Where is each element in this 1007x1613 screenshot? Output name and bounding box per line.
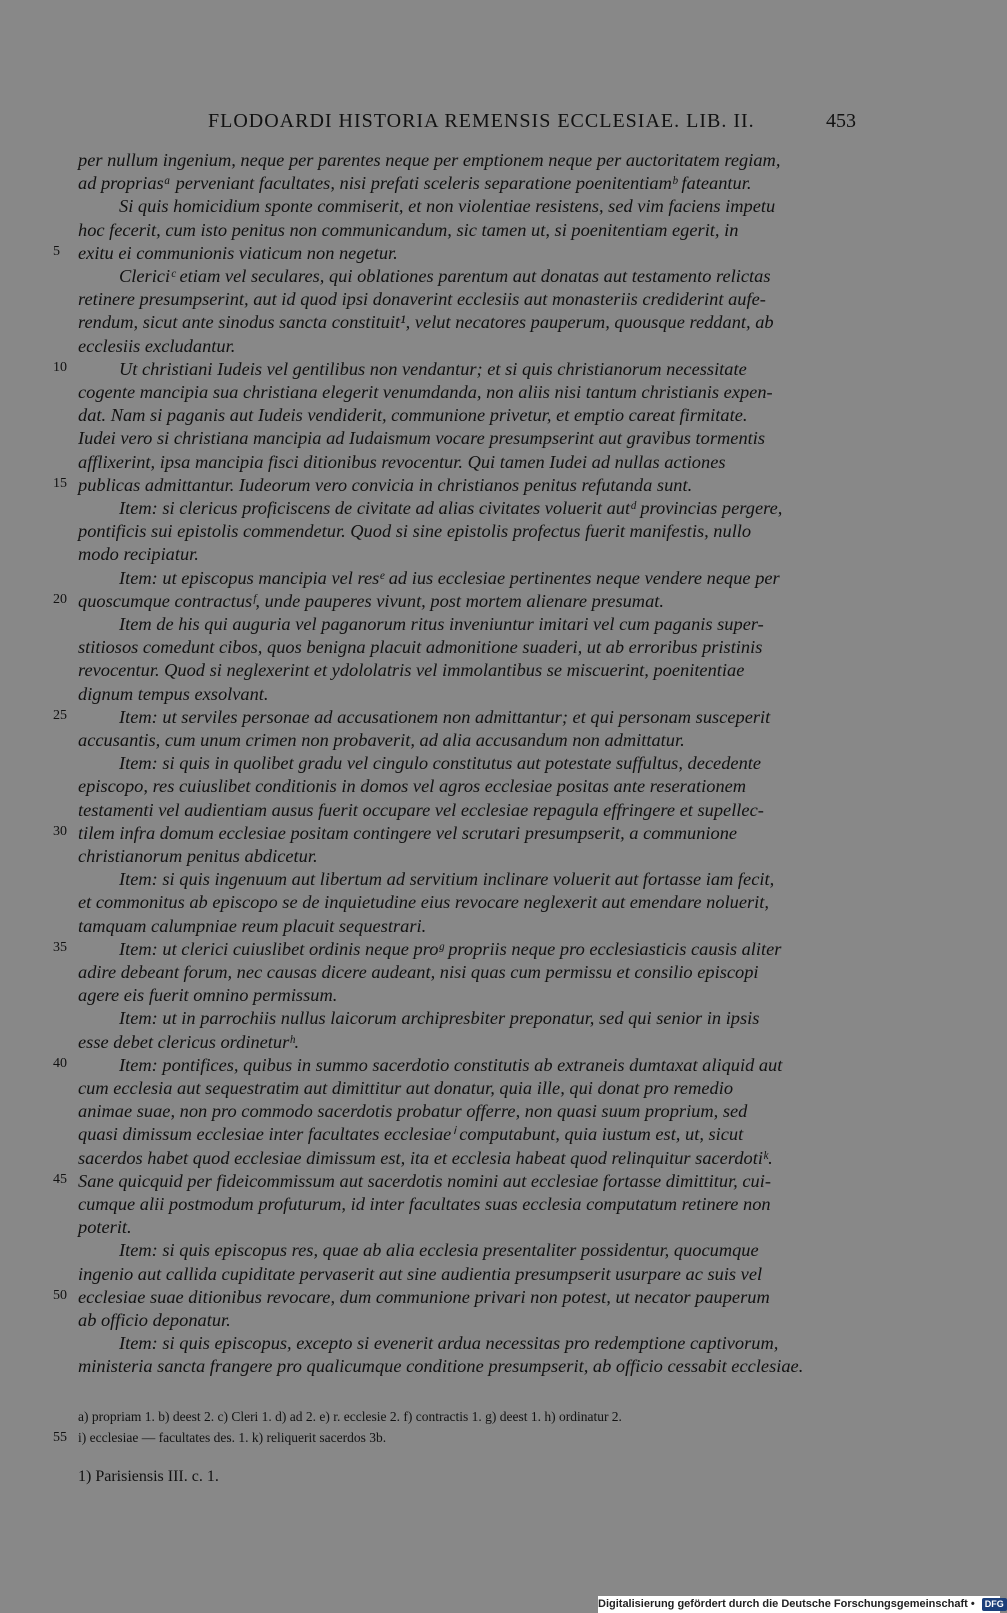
- text-line: cumque alii postmodum profuturum, id inter facultates suas ecclesia computatum retinere non: [78, 1194, 771, 1214]
- text-line: animae suae, non pro commodo sacerdotis probatur offerre, non quasi suum proprium, sed: [78, 1101, 748, 1122]
- text-line: Item: si quis episcopus res, quae ab alia ecclesia presentaliter possidentur, quocumque: [119, 1240, 759, 1261]
- text-line: Item: ut episcopus mancipia vel resᵉ ad ius ecclesiae pertinentes neque vendere neque per: [119, 567, 780, 588]
- running-header: [78, 108, 856, 138]
- line-number: 55: [53, 1430, 67, 1445]
- line-number: 35: [53, 939, 67, 955]
- text-line: Item: si quis episcopus, excepto si evenerit ardua necessitas pro redemptione captivorum,: [119, 1333, 779, 1354]
- text-line: et commonitus ab episcopo se de inquietudine eius revocare neglexerit aut emendare noluerit,: [78, 892, 770, 913]
- text-line: Si quis homicidium sponte commiserit, et non violentiae resistens, sed vim faciens impetu: [119, 196, 776, 217]
- line-number: 40: [53, 1055, 67, 1071]
- footnote: i) ecclesiae — facultates des. 1. k) reliquerit sacerdos 3b.: [78, 1430, 387, 1445]
- page-number: 453: [826, 110, 856, 132]
- text-line: tilem infra domum ecclesiae positam contingere vel scrutari presumpserit, a communione: [78, 822, 738, 843]
- text-line: ad propriasᵃ perveniant facultates, nisi prefati sceleris separatione poenitentiamᵇ fateantur.: [78, 173, 752, 194]
- text-line: pontificis sui epistolis commendetur. Quod si sine epistolis profectus fuerit manifestis, nullo: [78, 521, 752, 542]
- text-line: poterit.: [78, 1217, 132, 1238]
- text-line: cum ecclesia aut sequestratim aut dimittitur aut donatur, quia ille, qui donat pro remedio: [78, 1078, 734, 1098]
- text-line: Iudei vero si christiana mancipia ad Iudaismum vocare presumpserint aut gravibus tormentis: [78, 428, 766, 449]
- text-line: Ut christiani Iudeis vel gentilibus non vendantur; et si quis christianorum necessitate: [119, 358, 747, 379]
- text-line: publicas admittantur. Iudeorum vero convicia in christianos penitus refutanda sunt.: [78, 474, 693, 495]
- footnote: a) propriam 1. b) deest 2. c) Cleri 1. d) ad 2. e) r. ecclesie 2. f) contractis 1. g) deest 1. h) ordinatur 2.: [78, 1409, 622, 1424]
- text-line: adire debeant forum, nec causas dicere audeant, nisi quas cum permissu et consilio episcopi: [78, 962, 759, 982]
- text-line: christianorum penitus abdicetur.: [78, 846, 318, 866]
- text-line: ingenio aut callida cupiditate pervaserit aut sine audientia presumpserit usurpare ac suis vel: [78, 1263, 763, 1284]
- text-line: rendum, sicut ante sinodus sancta constituit¹, velut necatores pauperum, quousque reddant, ab: [78, 312, 774, 333]
- text-line: quasi dimissum ecclesiae inter facultates ecclesiaeⁱ computabunt, quia iustum est, ut, sicut: [78, 1124, 744, 1145]
- text-line: testamenti vel audientiam ausus fuerit occupare vel ecclesiae repagula effringere et supellec-: [78, 799, 764, 820]
- text-line: ecclesiae suae ditionibus revocare, dum communione privari non potest, ut necator pauperum: [78, 1286, 770, 1307]
- text-line: ab officio deponatur.: [78, 1310, 231, 1330]
- text-line: Item: ut in parrochiis nullus laicorum archipresbiter preponatur, sed qui senior in ipsis: [119, 1008, 760, 1029]
- text-line: sacerdos habet quod ecclesiae dimissum est, ita et ecclesia habeat quod relinquitur sacerdotiᵏ.: [78, 1147, 773, 1168]
- text-line: cogente mancipia sua christiana elegerit venumdanda, non aliis nisi tantum christianis expen-: [78, 382, 773, 402]
- text-line: Item: si clericus proficiscens de civitate ad alias civitates voluerit autᵈ provincias pergere,: [119, 498, 783, 518]
- text-line: modo recipiatur.: [78, 544, 199, 565]
- text-line: Item: pontifices, quibus in summo sacerdotio constitutis ab extraneis dumtaxat aliquid aut: [119, 1054, 783, 1075]
- text-line: afflixerint, ipsa mancipia fisci ditionibus revocentur. Qui tamen Iudei ad nullas actiones: [78, 451, 726, 472]
- text-line: accusantis, cum unum crimen non probaverit, ad alia accusandum non admittatur.: [78, 730, 685, 750]
- text-line: ecclesiis excludantur.: [78, 335, 236, 356]
- line-number: 15: [53, 475, 67, 491]
- digitization-banner: [598, 1596, 1004, 1613]
- text-line: dignum tempus exsolvant.: [78, 683, 269, 704]
- text-line: hoc fecerit, cum isto penitus non communicandum, sic tamen ut, si poenitentiam egerit, in: [78, 219, 739, 240]
- dfg-logo: DFG: [982, 1598, 1007, 1611]
- line-number: 10: [53, 359, 67, 375]
- text-line: Sane quicquid per fideicommissum aut sacerdotis nomini aut ecclesiae fortasse dimittitur, cui-: [78, 1170, 771, 1191]
- text-line: Item: ut serviles personae ad accusationem non admittantur; et qui personam susceperit: [119, 706, 771, 727]
- text-line: stitiosos comedunt cibos, quos benigna placuit admonitione suaderi, ut ab erroribus pristinis: [78, 637, 763, 658]
- text-line: esse debet clericus ordineturʰ.: [78, 1031, 300, 1052]
- text-line: per nullum ingenium, neque per parentes neque per emptionem neque per auctoritatem regiam,: [78, 150, 781, 170]
- line-number: 20: [53, 591, 67, 607]
- text-line: revocentur. Quod si neglexerint et ydololatris vel immolantibus se miscuerint, poenitentiae: [78, 660, 745, 681]
- text-line: tamquam calumpniae reum placuit sequestrari.: [78, 915, 427, 936]
- text-line: Item: ut clerici cuiuslibet ordinis neque proᵍ propriis neque pro ecclesiasticis causis aliter: [119, 938, 782, 959]
- line-number: 50: [53, 1287, 67, 1303]
- text-line: dat. Nam si paganis aut Iudeis vendiderit, communione privetur, et emptio careat firmitate.: [78, 405, 748, 426]
- text-line: retinere presumpserint, aut id quod ipsi donaverint ecclesiis aut monasteriis crediderint aufe-: [78, 289, 766, 310]
- text-line: episcopo, res cuiuslibet conditionis in domos vel agros ecclesiae positas ante reserationem: [78, 776, 747, 797]
- text-line: Item: si quis ingenuum aut libertum ad servitium inclinare voluerit aut fortasse iam fecit,: [119, 869, 775, 890]
- text-line: exitu ei communionis viaticum non negetur.: [78, 242, 398, 263]
- text-line: Item: si quis in quolibet gradu vel cingulo constitutus aut potestate suffultus, decedente: [119, 753, 762, 774]
- line-number: 30: [53, 823, 67, 839]
- text-line: agere eis fuerit omnino permissum.: [78, 985, 338, 1006]
- line-number: 5: [53, 243, 60, 259]
- source-note: 1) Parisiensis III. c. 1.: [78, 1468, 219, 1485]
- page-title: FLODOARDI HISTORIA REMENSIS ECCLESIAE. LIB. II.: [208, 110, 755, 132]
- text-line: ministeria sancta frangere pro qualicumque conditione presumpserit, ab officio cessabit ecclesiae.: [78, 1356, 804, 1377]
- line-number: 45: [53, 1171, 67, 1187]
- text-line: Item de his qui auguria vel paganorum ritus inveniuntur imitari vel cum paganis super-: [119, 614, 764, 634]
- banner-text: Digitalisierung gefördert durch die Deutsche Forschungsgemeinschaft •: [598, 1598, 975, 1610]
- line-number: 25: [53, 707, 67, 723]
- text-line: Clericiᶜ etiam vel seculares, qui oblationes parentum aut donatas aut testamento relictas: [119, 266, 771, 286]
- text-line: quoscumque contractusᶠ, unde pauperes vivunt, post mortem alienare presumat.: [78, 590, 664, 611]
